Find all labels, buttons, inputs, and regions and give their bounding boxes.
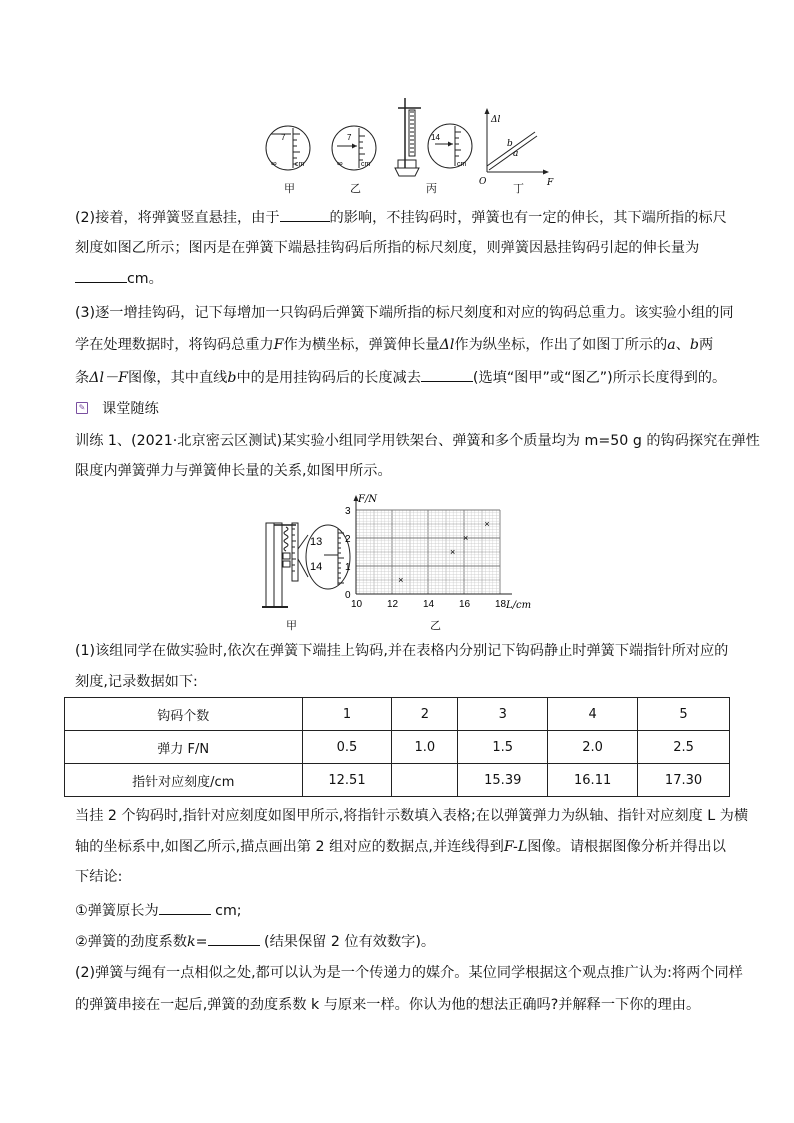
table-cell: 1.0 [392,731,458,764]
gauge-yi-unit: cm [361,161,371,168]
q3-line-2: 学在处理数据时，将钩码总重力F作为横坐标，弹簧伸长量Δl作为纵坐标，作出了如图丁所示的a、b两 [75,337,714,353]
table-cell: 弹力 F/N [65,731,303,764]
graph-ding-line-a: a [513,149,519,159]
note-icon: ✎ [76,402,88,414]
graph-ding-x-label: F [547,178,554,188]
after-table-line-2: 轴的坐标系中,如图乙所示,描点画出第 2 组对应的数据点,并连线得到F-L图像。请根据图像分析并得出以 [75,839,726,855]
caption-bing: 丙 [426,182,437,195]
gauge-bing-label: 14 [431,133,440,142]
table-cell-blank[interactable] [392,764,458,797]
conclusion-1-blank[interactable] [159,900,211,915]
graph-ding-origin: O [479,177,487,187]
gauge-yi [332,126,376,170]
table-cell: 12.51 [302,764,392,797]
q2-line-1: (2)接着，将弹簧竖直悬挂，由于 的影响，不挂钩码时，弹簧也有一定的伸长，其下端所指的标尺 [75,207,727,228]
svg-text:∞: ∞ [337,159,343,168]
gauge-jia-unit: cm [295,161,305,168]
force-length-chart [334,492,544,617]
q2-blank-2[interactable] [75,268,127,283]
table-row [65,764,730,797]
q3-line-1: (3)逐一增挂钩码，记下每增加一只钩码后弹簧下端所指的标尺刻度和对应的钩码总重力。该实验小组的同 [75,305,734,321]
graph-ding-line-b: b [507,139,513,149]
x-tick-label: 12 [387,599,399,610]
data-point: × [450,547,456,557]
table-row [65,698,730,731]
graph-ding-y-label: Δl [491,115,501,125]
table-cell: 3 [458,698,548,731]
after-table-line-1: 当挂 2 个钩码时,指针对应刻度如图甲所示,将指针示数填入表格;在以弹簧弹力为纵轴、指针对应刻度 L 为横 [75,808,749,824]
apparatus-bing [395,98,472,176]
after-table-line-3: 下结论: [75,869,123,885]
table-cell: 17.30 [638,764,730,797]
q2-line-2: 刻度如图乙所示；图丙是在弹簧下端悬挂钩码后所指的标尺刻度，则弹簧因悬挂钩码引起的伸长量为 [75,240,700,256]
gauge-yi-label: 7 [347,133,352,142]
x-tick-label: 16 [459,599,471,610]
y-tick-label: 2 [345,534,351,545]
x-tick-label: 18 [495,599,507,610]
table-cell: 钩码个数 [65,698,303,731]
table-cell: 4 [548,698,638,731]
fig2-caption-jia: 甲 [286,619,297,632]
y-tick-label: 3 [345,506,351,517]
x-tick-label: 10 [351,599,363,610]
data-point: × [462,533,469,543]
y-tick-label: 0 [345,590,351,601]
table-cell: 指针对应刻度/cm [65,764,303,797]
caption-yi: 乙 [350,182,361,195]
caption-ding: 丁 [513,182,524,195]
data-table [64,697,730,797]
gauge-jia-label: 7 [281,133,286,142]
q2-blank-1[interactable] [280,207,330,222]
conclusion-1: ①弹簧原长为 cm; [75,900,242,921]
q2-line-3: cm。 [75,268,163,289]
table-cell: 5 [638,698,730,731]
table-cell: 1.5 [458,731,548,764]
chart-y-label: F/N [358,494,378,505]
part1-line-2: 刻度,记录数据如下: [75,674,198,690]
fig2-caption-yi: 乙 [430,619,441,632]
table-cell: 1 [302,698,392,731]
part2-line-1: (2)弹簧与绳有一点相似之处,都可以认为是一个传递力的媒介。某位同学根据这个观点推广认为:将两个同样 [75,965,743,981]
magnifier-label-13: 13 [310,536,323,548]
chart-grid [356,510,500,594]
table-cell: 16.11 [548,764,638,797]
data-point: × [484,519,490,529]
training-line-1: 训练 1、(2021·北京密云区测试)某实验小组同学用铁架台、弹簧和多个质量均为 m=50 g 的钩码探究在弹性 [75,433,760,449]
gauge-bing-unit: cm [457,161,467,168]
graph-ding [479,108,554,188]
training-line-2: 限度内弹簧弹力与弹簧伸长量的关系,如图甲所示。 [75,463,392,479]
chart-x-label: L/cm [506,600,532,611]
table-cell: 2.5 [638,731,730,764]
q3-line-3: 条Δl－F图像，其中直线b中的是用挂钩码后的长度减去 (选填“图甲”或“图乙”)所示长度得到的。 [75,367,726,388]
table-cell: 0.5 [302,731,392,764]
part1-line-1: (1)该组同学在做实验时,依次在弹簧下端挂上钩码,并在表格内分别记下钩码静止时弹簧下端指针所对应的 [75,643,729,659]
caption-jia: 甲 [284,182,295,195]
data-point: × [398,575,404,585]
x-tick-label: 14 [423,599,435,610]
conclusion-2-blank[interactable] [208,931,260,946]
table-cell: 2.0 [548,731,638,764]
table-cell: 2 [392,698,458,731]
section-title: 课堂随练 [102,401,159,417]
svg-text:∞: ∞ [271,159,277,168]
part2-line-2: 的弹簧串接在一起后,弹簧的劲度系数 k 与原来一样。你认为他的想法正确吗?并解释一下你的理由。 [75,997,701,1013]
magnifier-label-14: 14 [310,561,323,573]
y-tick-label: 1 [345,562,351,573]
table-row [65,731,730,764]
q3-blank[interactable] [421,367,473,382]
gauge-jia [266,126,310,170]
table-cell: 15.39 [458,764,548,797]
conclusion-2: ②弹簧的劲度系数k= (结果保留 2 位有效数字)。 [75,931,435,952]
